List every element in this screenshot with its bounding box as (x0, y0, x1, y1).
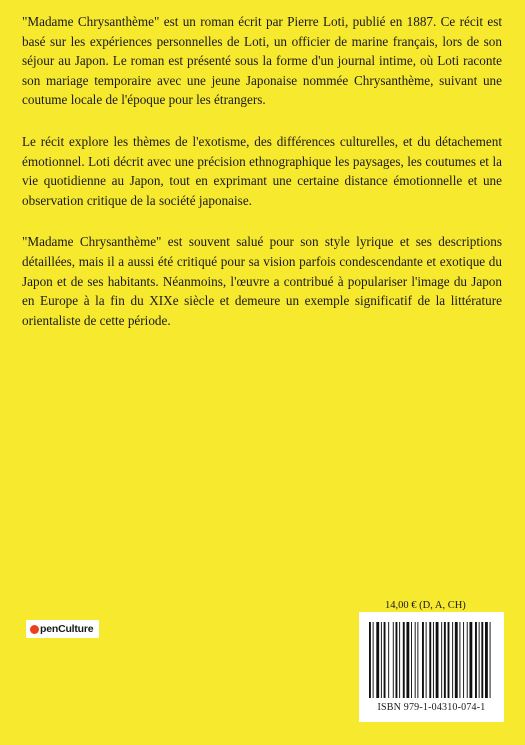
barcode-bar (436, 622, 439, 698)
barcode-bar (388, 622, 389, 698)
logo-o-icon (30, 625, 39, 634)
description-paragraph-2: Le récit explore les thèmes de l'exotisme, des différences culturelles, et du détachement émotionnel. Loti décrit avec une précision ethnographique les paysages, les coutumes et la vie quotidienne au Japon, tout en exprimant une certaine distance émotionnelle et une observation critique de la société japonaise. (22, 133, 502, 208)
barcode-bar (467, 622, 468, 698)
barcode-bar (396, 622, 398, 698)
barcode-bar (448, 622, 450, 698)
barcode-panel (359, 612, 504, 722)
barcode-bar (444, 622, 446, 698)
barcode-bar (481, 622, 483, 698)
barcode-bar (459, 622, 460, 698)
barcode-bar (485, 622, 488, 698)
barcode-bar (381, 622, 382, 698)
description-paragraph-1: "Madame Chrysanthème" est un roman écrit par Pierre Loti, publié en 1887. Ce récit est basé sur les expériences personnelles de Loti, un officier de marine français, lors de son séjour au Japon. Le roman est présenté sous la forme d'un journal intime, où Loti raconte son mariage temporaire avec une jeune Japonaise nommée Chrysanthème, suivant une coutume locale de l'époque pour les étrangers. (22, 14, 502, 108)
barcode-bar (455, 622, 458, 698)
back-cover-text (22, 12, 502, 352)
barcode-bar (403, 622, 405, 698)
barcode-bar (417, 622, 418, 698)
barcode-bar (369, 622, 371, 698)
barcode-bar (393, 622, 394, 698)
barcode-bar (490, 622, 491, 698)
barcode-bar (411, 622, 412, 698)
barcode-bar (463, 622, 464, 698)
barcode-bar (376, 622, 379, 698)
isbn-label: ISBN 979-1-04310-074-1 (377, 702, 486, 713)
barcode-bar (433, 622, 434, 698)
barcode-bar (422, 622, 424, 698)
barcode-bar (441, 622, 442, 698)
barcode-bar (373, 622, 374, 698)
barcode-bar (475, 622, 477, 698)
publisher-logo (26, 620, 99, 638)
price-label: 14,00 € (D, A, CH) (385, 600, 466, 611)
barcode-bar (429, 622, 431, 698)
barcode-bar (469, 622, 472, 698)
barcode-bar (384, 622, 386, 698)
barcode-icon (369, 622, 494, 698)
barcode-bar (399, 622, 400, 698)
barcode-bar (479, 622, 480, 698)
barcode-bar (452, 622, 453, 698)
barcode-bar (426, 622, 427, 698)
barcode-bar (406, 622, 409, 698)
barcode-bar (415, 622, 416, 698)
description-paragraph-3: "Madame Chrysanthème" est souvent salué pour son style lyrique et ses descriptions détaillées, mais il a aussi été critiqué pour sa vision parfois condescendante et exotique du Japon et de ses habitants. Néanmoins, l'œuvre a contribué à populariser l'image du Japon en Europe à la fin du XIXe siècle et demeure un exemple significatif de la littérature orientaliste de cette période. (22, 234, 502, 328)
publisher-logo-text: penCulture (40, 623, 94, 635)
